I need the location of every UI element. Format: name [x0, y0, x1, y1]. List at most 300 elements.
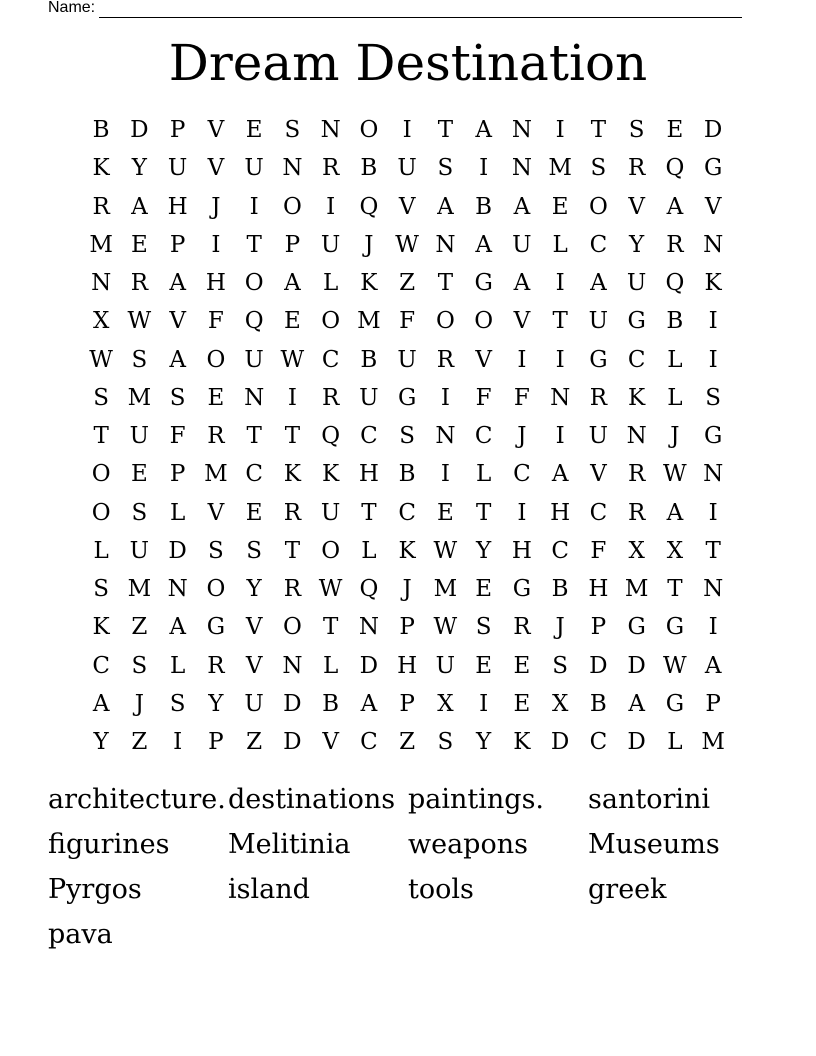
word-list-item: weapons	[408, 829, 528, 860]
grid-letter: L	[667, 384, 683, 411]
grid-letter: N	[244, 384, 265, 411]
grid-letter: H	[550, 499, 571, 526]
grid-letter: K	[398, 537, 416, 564]
grid-letter: W	[280, 346, 305, 373]
grid-letter: E	[436, 499, 454, 526]
grid-letter: S	[399, 423, 415, 450]
grid-letter: S	[93, 384, 109, 411]
name-label: Name:	[48, 0, 96, 16]
grid-letter: D	[703, 117, 723, 144]
grid-letter: I	[440, 384, 450, 411]
grid-letter: W	[433, 537, 458, 564]
grid-letter: T	[475, 499, 492, 526]
letter-grid	[82, 111, 732, 761]
grid-letter: B	[360, 346, 378, 373]
grid-letter: D	[283, 729, 302, 756]
grid-letter: B	[92, 117, 110, 144]
grid-letter: U	[588, 423, 609, 450]
grid-letter: G	[665, 614, 685, 641]
grid-letter: G	[474, 270, 493, 297]
grid-letter: Z	[246, 729, 263, 756]
grid-letter: Y	[131, 155, 147, 182]
grid-letter: R	[627, 155, 646, 182]
grid-letter: J	[402, 576, 412, 603]
grid-letter: E	[475, 576, 493, 603]
grid-letter: Q	[359, 576, 379, 603]
grid-letter: L	[169, 499, 186, 526]
grid-letter: J	[211, 193, 221, 220]
grid-letter: R	[589, 384, 608, 411]
grid-letter: X	[628, 537, 645, 564]
grid-letter: S	[705, 384, 721, 411]
grid-letter: W	[127, 308, 152, 335]
grid-letter: Y	[629, 231, 645, 258]
grid-letter: V	[207, 155, 225, 182]
grid-letter: V	[704, 193, 722, 220]
grid-letter: Z	[399, 729, 416, 756]
grid-letter: I	[211, 231, 221, 258]
grid-letter: N	[282, 652, 303, 679]
grid-letter: W	[318, 576, 343, 603]
grid-letter: A	[513, 270, 531, 297]
grid-letter: E	[283, 308, 301, 335]
grid-letter: Y	[208, 690, 224, 717]
grid-letter: P	[590, 614, 607, 641]
grid-letter: N	[320, 117, 341, 144]
grid-letter: W	[663, 461, 687, 488]
grid-letter: T	[552, 308, 568, 335]
grid-letter: U	[512, 231, 532, 258]
grid-letter: N	[435, 423, 456, 450]
grid-letter: U	[320, 499, 341, 526]
grid-letter: N	[703, 576, 724, 603]
grid-letter: A	[169, 270, 186, 297]
grid-letter: T	[361, 499, 377, 526]
grid-letter: A	[169, 346, 186, 373]
grid-letter: I	[517, 499, 527, 526]
grid-letter: R	[207, 423, 225, 450]
grid-letter: N	[703, 461, 724, 488]
grid-letter: K	[704, 270, 722, 297]
grid-letter: G	[627, 614, 646, 641]
grid-letter: Y	[246, 576, 262, 603]
grid-letter: M	[701, 729, 725, 756]
grid-letter: S	[437, 729, 454, 756]
grid-letter: N	[91, 270, 112, 297]
grid-letter: V	[590, 461, 607, 488]
grid-letter: D	[359, 652, 379, 679]
grid-letter: I	[402, 117, 412, 144]
grid-letter: M	[624, 576, 649, 603]
grid-letter: J	[134, 690, 144, 717]
grid-letter: G	[703, 155, 723, 182]
grid-letter: C	[589, 231, 608, 258]
word-list-item: greek	[588, 874, 667, 905]
grid-letter: M	[357, 308, 381, 335]
grid-letter: C	[589, 729, 608, 756]
grid-letter: U	[244, 690, 264, 717]
grid-letter: G	[397, 384, 417, 411]
grid-letter: I	[708, 346, 718, 373]
grid-letter: O	[282, 614, 302, 641]
grid-letter: V	[513, 308, 531, 335]
grid-letter: H	[511, 537, 532, 564]
grid-letter: S	[169, 690, 186, 717]
grid-letter: B	[360, 155, 378, 182]
grid-letter: S	[284, 117, 301, 144]
grid-letter: U	[397, 346, 417, 373]
grid-letter: L	[322, 270, 339, 297]
grid-letter: P	[208, 729, 224, 756]
grid-letter: K	[513, 729, 531, 756]
grid-letter: Y	[476, 729, 492, 756]
grid-letter: Q	[665, 270, 685, 297]
grid-letter: B	[589, 690, 607, 717]
grid-letter: E	[245, 499, 263, 526]
grid-letter: M	[127, 384, 152, 411]
grid-letter: I	[249, 193, 259, 220]
grid-letter: K	[92, 155, 110, 182]
grid-letter: U	[129, 423, 150, 450]
grid-letter: F	[207, 308, 224, 335]
grid-letter: B	[398, 461, 416, 488]
grid-letter: A	[284, 270, 301, 297]
grid-letter: T	[590, 117, 607, 144]
grid-letter: X	[551, 690, 569, 717]
grid-letter: P	[169, 117, 186, 144]
grid-letter: V	[475, 346, 492, 373]
grid-letter: I	[326, 193, 336, 220]
grid-letter: F	[475, 384, 492, 411]
word-list-item: paintings.	[408, 784, 545, 815]
grid-letter: V	[169, 308, 186, 335]
grid-letter: H	[358, 461, 379, 488]
grid-letter: C	[92, 652, 110, 679]
grid-letter: F	[169, 423, 186, 450]
grid-letter: A	[666, 499, 684, 526]
grid-letter: L	[667, 729, 683, 756]
grid-letter: L	[667, 346, 683, 373]
grid-letter: I	[555, 117, 565, 144]
grid-letter: A	[551, 461, 569, 488]
grid-letter: H	[167, 193, 188, 220]
grid-letter: O	[91, 461, 111, 488]
grid-letter: R	[207, 652, 225, 679]
grid-letter: X	[92, 308, 110, 335]
grid-letter: S	[93, 576, 109, 603]
word-list-item: Museums	[588, 829, 720, 860]
grid-letter: R	[321, 155, 340, 182]
grid-letter: U	[320, 231, 341, 258]
grid-letter: Q	[244, 308, 264, 335]
grid-letter: S	[475, 614, 492, 641]
grid-letter: Q	[665, 155, 685, 182]
grid-letter: N	[550, 384, 571, 411]
grid-letter: V	[207, 499, 225, 526]
grid-letter: L	[169, 652, 186, 679]
grid-letter: D	[589, 652, 608, 679]
grid-letter: C	[360, 423, 378, 450]
grid-letter: Y	[93, 729, 109, 756]
grid-letter: K	[322, 461, 340, 488]
word-list-item: pava	[48, 919, 113, 950]
grid-letter: G	[627, 308, 646, 335]
grid-letter: A	[704, 652, 722, 679]
grid-letter: A	[360, 690, 378, 717]
grid-letter: S	[552, 652, 568, 679]
grid-letter: M	[127, 576, 152, 603]
word-list-item: figurines	[48, 829, 170, 860]
grid-letter: C	[245, 461, 263, 488]
grid-letter: N	[511, 117, 532, 144]
grid-letter: J	[364, 231, 374, 258]
grid-letter: M	[204, 461, 228, 488]
grid-letter: V	[398, 193, 416, 220]
grid-letter: V	[207, 117, 225, 144]
grid-letter: A	[169, 614, 186, 641]
grid-letter: U	[244, 155, 264, 182]
grid-letter: U	[244, 346, 264, 373]
grid-letter: O	[244, 270, 264, 297]
grid-letter: I	[479, 690, 489, 717]
grid-letter: D	[168, 537, 187, 564]
grid-letter: V	[628, 193, 645, 220]
grid-letter: F	[513, 384, 530, 411]
grid-letter: E	[130, 231, 148, 258]
grid-letter: P	[399, 690, 415, 717]
grid-letter: I	[440, 461, 450, 488]
grid-letter: A	[475, 231, 492, 258]
grid-letter: E	[666, 117, 684, 144]
grid-letter: C	[474, 423, 493, 450]
grid-letter: R	[666, 231, 684, 258]
grid-letter: P	[284, 231, 301, 258]
grid-letter: T	[284, 423, 301, 450]
grid-letter: Z	[131, 729, 148, 756]
grid-letter: C	[360, 729, 378, 756]
grid-letter: T	[705, 537, 721, 564]
grid-letter: J	[555, 614, 565, 641]
grid-letter: F	[590, 537, 607, 564]
grid-letter: T	[93, 423, 109, 450]
grid-letter: P	[169, 231, 186, 258]
grid-letter: E	[513, 652, 531, 679]
grid-letter: R	[283, 499, 302, 526]
grid-letter: T	[437, 117, 454, 144]
grid-letter: Q	[321, 423, 341, 450]
grid-letter: L	[361, 537, 377, 564]
grid-letter: R	[627, 499, 646, 526]
grid-letter: O	[321, 308, 341, 335]
grid-letter: K	[283, 461, 301, 488]
grid-letter: A	[92, 690, 110, 717]
grid-letter: N	[282, 155, 303, 182]
grid-letter: R	[627, 461, 646, 488]
grid-letter: I	[555, 346, 565, 373]
grid-letter: T	[667, 576, 683, 603]
grid-letter: M	[89, 231, 113, 258]
grid-letter: N	[703, 231, 724, 258]
grid-letter: G	[589, 346, 608, 373]
grid-letter: S	[169, 384, 186, 411]
grid-letter: G	[703, 423, 723, 450]
grid-letter: R	[321, 384, 340, 411]
grid-letter: A	[666, 193, 684, 220]
grid-letter: L	[93, 537, 109, 564]
grid-letter: U	[435, 652, 456, 679]
grid-letter: V	[322, 729, 339, 756]
grid-letter: J	[517, 423, 527, 450]
grid-letter: A	[590, 270, 607, 297]
grid-letter: W	[89, 346, 113, 373]
name-field	[48, 0, 742, 18]
grid-letter: W	[395, 231, 419, 258]
grid-letter: O	[474, 308, 494, 335]
word-list	[48, 777, 768, 957]
grid-letter: G	[206, 614, 226, 641]
grid-letter: X	[437, 690, 454, 717]
word-list-item: Pyrgos	[48, 874, 142, 905]
grid-letter: A	[475, 117, 492, 144]
grid-letter: S	[246, 537, 262, 564]
grid-letter: Q	[359, 193, 379, 220]
grid-letter: S	[207, 537, 224, 564]
grid-letter: C	[513, 461, 531, 488]
grid-letter: O	[588, 193, 608, 220]
grid-letter: T	[284, 537, 301, 564]
grid-letter: R	[436, 346, 455, 373]
grid-letter: U	[626, 270, 647, 297]
grid-letter: N	[511, 155, 532, 182]
grid-letter: B	[475, 193, 493, 220]
grid-letter: A	[131, 193, 148, 220]
grid-letter: N	[167, 576, 188, 603]
name-blank-line	[99, 2, 742, 18]
grid-letter: A	[628, 690, 645, 717]
grid-letter: E	[245, 117, 263, 144]
grid-letter: I	[708, 308, 718, 335]
grid-letter: P	[705, 690, 721, 717]
word-list-item: architecture.	[48, 784, 226, 815]
grid-letter: I	[517, 346, 527, 373]
grid-letter: U	[397, 155, 417, 182]
grid-letter: N	[435, 231, 456, 258]
grid-letter: R	[92, 193, 110, 220]
grid-letter: H	[588, 576, 609, 603]
grid-letter: R	[513, 614, 531, 641]
grid-letter: E	[551, 193, 569, 220]
grid-letter: S	[437, 155, 454, 182]
grid-letter: I	[555, 270, 565, 297]
grid-letter: H	[397, 652, 418, 679]
grid-letter: E	[513, 690, 531, 717]
grid-letter: K	[360, 270, 378, 297]
grid-letter: Z	[131, 614, 148, 641]
grid-letter: C	[589, 499, 608, 526]
grid-letter: E	[130, 461, 148, 488]
word-list-item: tools	[408, 874, 474, 905]
grid-letter: C	[398, 499, 416, 526]
grid-letter: B	[666, 308, 684, 335]
grid-letter: G	[512, 576, 532, 603]
grid-letter: O	[206, 576, 226, 603]
grid-letter: I	[479, 155, 489, 182]
grid-letter: O	[321, 537, 341, 564]
word-list-item: santorini	[588, 784, 711, 815]
grid-letter: S	[590, 155, 607, 182]
grid-letter: S	[131, 499, 148, 526]
grid-letter: F	[399, 308, 416, 335]
grid-letter: C	[627, 346, 646, 373]
grid-letter: S	[131, 652, 148, 679]
grid-letter: L	[322, 652, 339, 679]
grid-letter: D	[627, 729, 646, 756]
grid-letter: G	[665, 690, 685, 717]
grid-letter: M	[433, 576, 458, 603]
grid-letter: O	[282, 193, 302, 220]
grid-letter: K	[628, 384, 646, 411]
grid-letter: J	[670, 423, 680, 450]
grid-letter: P	[399, 614, 415, 641]
grid-letter: B	[322, 690, 340, 717]
grid-letter: M	[548, 155, 572, 182]
grid-letter: Y	[476, 537, 492, 564]
grid-letter: E	[207, 384, 225, 411]
grid-letter: I	[173, 729, 183, 756]
grid-letter: A	[513, 193, 531, 220]
grid-letter: T	[246, 231, 262, 258]
grid-letter: T	[246, 423, 262, 450]
grid-letter: V	[245, 652, 263, 679]
grid-letter: D	[550, 729, 570, 756]
grid-letter: I	[708, 499, 718, 526]
grid-letter: L	[475, 461, 492, 488]
grid-letter: E	[475, 652, 493, 679]
grid-letter: T	[437, 270, 454, 297]
grid-letter: V	[245, 614, 263, 641]
grid-letter: T	[322, 614, 339, 641]
grid-letter: Z	[399, 270, 416, 297]
grid-letter: I	[287, 384, 297, 411]
grid-letter: I	[708, 614, 718, 641]
grid-letter: D	[283, 690, 302, 717]
grid-letter: O	[91, 499, 111, 526]
grid-letter: L	[552, 231, 568, 258]
word-list-item: island	[228, 874, 310, 905]
page-title: Dream Destination	[168, 34, 648, 92]
grid-letter: O	[206, 346, 226, 373]
grid-letter: W	[433, 614, 458, 641]
grid-letter: K	[92, 614, 110, 641]
grid-letter: R	[130, 270, 149, 297]
grid-letter: O	[359, 117, 379, 144]
grid-letter: P	[169, 461, 186, 488]
grid-letter: U	[167, 155, 188, 182]
grid-letter: N	[626, 423, 647, 450]
grid-letter: R	[283, 576, 302, 603]
word-list-item: Melitinia	[228, 829, 351, 860]
grid-letter: O	[435, 308, 455, 335]
grid-letter: D	[130, 117, 149, 144]
grid-letter: B	[551, 576, 569, 603]
grid-letter: S	[131, 346, 148, 373]
grid-letter: H	[205, 270, 226, 297]
grid-letter: U	[359, 384, 379, 411]
grid-letter: S	[628, 117, 645, 144]
grid-letter: N	[358, 614, 379, 641]
grid-letter: U	[588, 308, 609, 335]
grid-letter: A	[437, 193, 454, 220]
